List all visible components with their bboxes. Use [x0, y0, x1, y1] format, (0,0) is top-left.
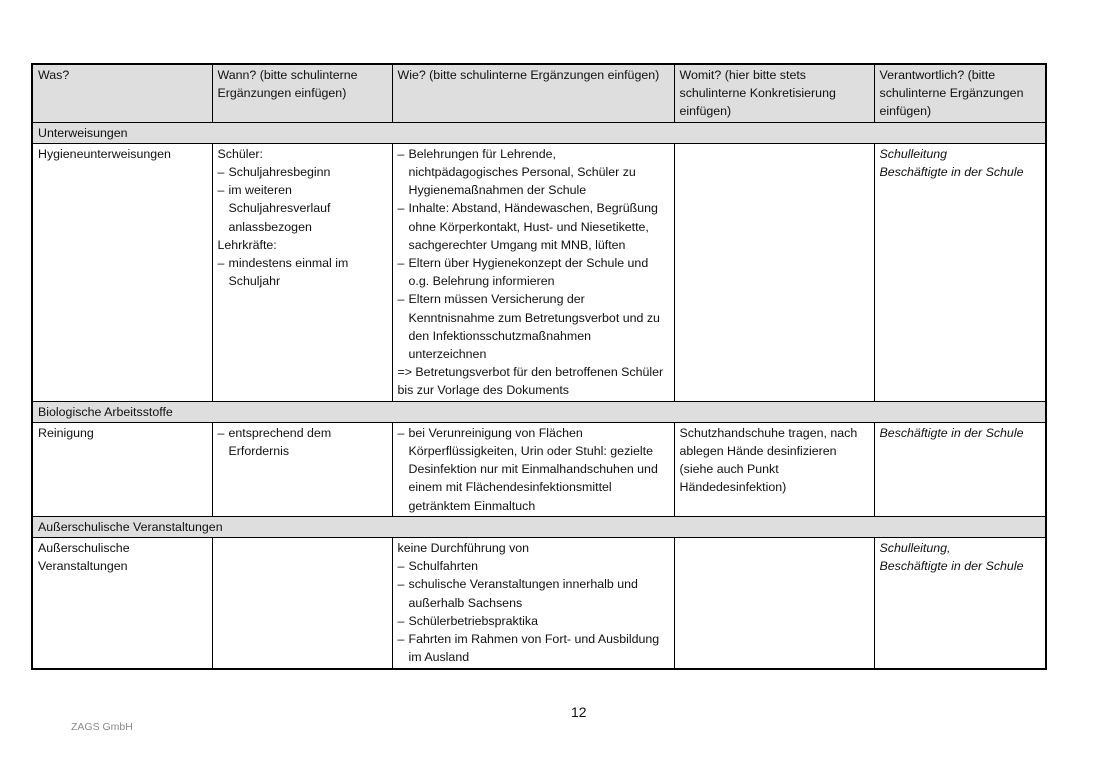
cell-with: [674, 143, 874, 401]
when-list: [218, 424, 387, 460]
header-how: Wie? (bitte schulinterne Ergänzungen einfügen): [392, 64, 674, 122]
how-list: [398, 557, 669, 666]
section-header-row: [32, 401, 1046, 422]
section-title: Außerschulische Veranstaltungen: [32, 516, 1046, 537]
how-note: => Betretungsverbot für den betroffenen Schüler bis zur Vorlage des Dokuments: [397, 365, 664, 398]
responsible-item: Schulleitung: [879, 146, 948, 161]
cell-responsible: [874, 538, 1046, 669]
when-teachers-label: Lehrkräfte:: [217, 237, 277, 252]
section-header-row: [32, 516, 1046, 537]
section-title: Biologische Arbeitsstoffe: [32, 401, 1046, 422]
responsible-item: Beschäftigte in der Schule: [879, 559, 1024, 574]
how-list: [398, 145, 669, 363]
header-when: Wann? (bitte schulinterne Ergänzungen einfügen): [212, 64, 392, 122]
page-number: 12: [571, 704, 587, 720]
measures-table: [31, 63, 1047, 670]
when-students-list: [218, 163, 387, 236]
cell-responsible: [874, 422, 1046, 516]
responsible-item: Schulleitung,: [879, 541, 951, 556]
list-item: – Belehrungen für Lehrende, nichtpädagogisches Personal, Schüler zu Hygienemaßnahmen der Schule: [398, 145, 669, 200]
cell-what: Hygieneunterweisungen: [32, 143, 212, 401]
header-what: Was?: [32, 64, 212, 122]
list-item: – Fahrten im Rahmen von Fort- und Ausbildung im Ausland: [398, 630, 669, 666]
cell-responsible: [874, 143, 1046, 401]
cell-how: [392, 422, 674, 516]
list-item: – Schülerbetriebspraktika: [398, 612, 669, 630]
list-item: – im weiteren Schuljahresverlauf anlassbezogen: [218, 181, 387, 236]
list-item: – entsprechend dem Erfordernis: [218, 424, 387, 460]
when-students-label: Schüler:: [217, 146, 263, 161]
cell-with: [674, 538, 874, 669]
cell-what: Reinigung: [32, 422, 212, 516]
header-responsible: Verantwortlich? (bitte schulinterne Ergänzungen einfügen): [874, 64, 1046, 122]
when-teachers-list: [218, 254, 387, 290]
list-item: – Schulfahrten: [398, 557, 669, 575]
cell-what: Außerschulische Veranstaltungen: [32, 538, 212, 669]
footer-company: ZAGS GmbH: [71, 721, 133, 733]
section-header-row: [32, 122, 1046, 143]
table-header-row: [32, 64, 1046, 122]
header-with: Womit? (hier bitte stets schulinterne Konkretisierung einfügen): [674, 64, 874, 122]
table-row: [32, 422, 1046, 516]
list-item: – mindestens einmal im Schuljahr: [218, 254, 387, 290]
cell-with: Schutzhandschuhe tragen, nach ablegen Hände desinfizieren (siehe auch Punkt Händedesinfektion): [674, 422, 874, 516]
how-list: [398, 424, 669, 515]
cell-how: [392, 143, 674, 401]
table-row: [32, 143, 1046, 401]
responsible-item: Beschäftigte in der Schule: [879, 165, 1024, 180]
cell-when: [212, 422, 392, 516]
list-item: – Eltern müssen Versicherung der Kenntnisnahme zum Betretungsverbot und zu den Infektionsschutzmaßnahmen unterzeichnen: [398, 290, 669, 363]
list-item: – Inhalte: Abstand, Händewaschen, Begrüßung ohne Körperkontakt, Hust- und Niesetikette, sachgerechter Umgang mit MNB, lüften: [398, 199, 669, 254]
list-item: – Schuljahresbeginn: [218, 163, 387, 181]
cell-when: [212, 143, 392, 401]
cell-when: [212, 538, 392, 669]
responsible-item: Beschäftigte in der Schule: [879, 425, 1024, 440]
section-title: Unterweisungen: [32, 122, 1046, 143]
list-item: – Eltern über Hygienekonzept der Schule und o.g. Belehrung informieren: [398, 254, 669, 290]
table-row: [32, 538, 1046, 669]
list-item: – schulische Veranstaltungen innerhalb und außerhalb Sachsens: [398, 575, 669, 611]
cell-how: [392, 538, 674, 669]
list-item: – bei Verunreinigung von Flächen Körperflüssigkeiten, Urin oder Stuhl: gezielte Desinfektion nur mit Einmalhandschuhen und einem mit Flächendesinfektionsmittel getränktem Einmaltuch: [398, 424, 669, 515]
how-intro: keine Durchführung von: [397, 541, 530, 556]
